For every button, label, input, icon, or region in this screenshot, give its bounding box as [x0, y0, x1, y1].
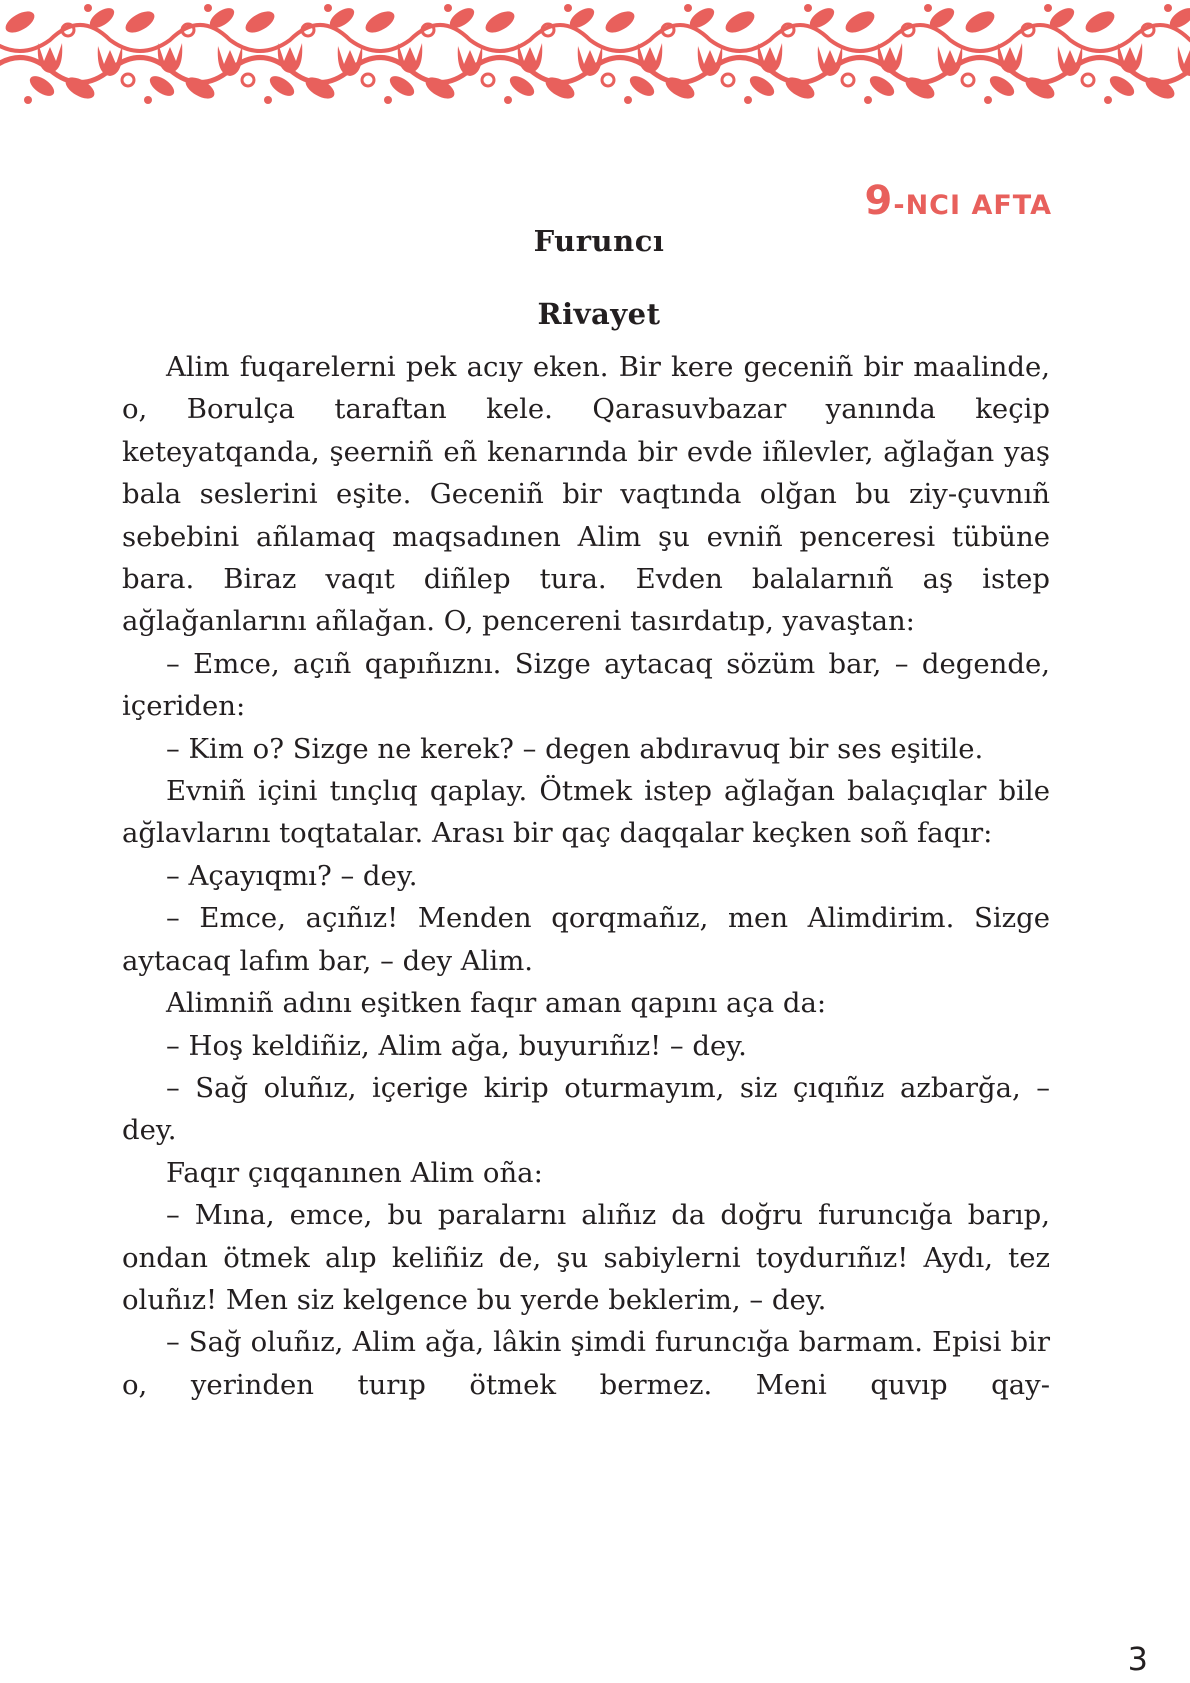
leaf-shape [627, 72, 658, 100]
bud-shape [362, 74, 374, 86]
story-text [122, 346, 1050, 1406]
bud-shape [962, 74, 974, 86]
tulip-shape [98, 46, 123, 76]
leaf-shape [182, 73, 218, 103]
paragraph: – Emce, açıñız! Menden qorqmañız, men Alimdirim. Sizge aytacaq lafım bar, – dey Alim. [122, 902, 1050, 977]
paragraph: – Hoş keldiñiz, Alim ağa, buyurıñız! – dey. [166, 1029, 747, 1062]
week-suffix: -NCI AFTA [893, 190, 1052, 221]
tulip-shape [338, 46, 363, 76]
berry-shape [264, 96, 272, 104]
paragraph: – Emce, açıñ qapıñıznı. Sizge aytacaq sözüm bar, – degende, içeriden: [122, 647, 1050, 723]
berry-shape [84, 4, 92, 12]
paragraph: – Sağ oluñız, Alim ağa, lâkin şimdi furuncığa barmam. Episi bir o, yerinden turıp ötmek bermez. Meni quvıp qay- [122, 1326, 1050, 1401]
paragraph: Evniñ içini tınçlıq qaplay. Ötmek istep ağlağan balaçıqlar bile ağlavlarını toqtatalar. Arası bir qaç daqqalar keçken soñ faqır: [122, 775, 1050, 850]
paragraph: Faqır çıqqanınen Alim oña: [166, 1156, 543, 1189]
paragraph: Alimniñ adını eşitken faqır aman qapını aça da: [166, 987, 827, 1020]
leaf-shape [422, 73, 458, 103]
leaf-shape [27, 72, 58, 100]
berry-shape [504, 96, 512, 104]
leaf-shape [1082, 7, 1118, 37]
week-number: 9 [864, 178, 894, 224]
leaf-shape [987, 72, 1018, 100]
bud-shape [122, 74, 134, 86]
bud-shape [842, 74, 854, 86]
bud-shape [722, 74, 734, 86]
leaf-shape [747, 72, 778, 100]
week-label [865, 178, 1052, 224]
berry-shape [1104, 96, 1112, 104]
story-title: Furuncı [533, 224, 665, 258]
paragraph: – Mına, emce, bu paralarnı alıñız da doğru furuncığa barıp, ondan ötmek alıp keliñiz de, şu sabiylerni toydurıñız! Aydı, tez oluñız! Men siz kelgence bu yerde beklerim, – dey. [122, 1199, 1050, 1316]
leaf-shape [2, 7, 38, 37]
vine-stem [0, 25, 1190, 51]
berry-shape [1044, 4, 1052, 12]
leaf-shape [1142, 73, 1178, 103]
leaf-shape [602, 7, 638, 37]
berry-shape [24, 96, 32, 104]
bud-shape [242, 74, 254, 86]
leaf-shape [147, 72, 178, 100]
paragraph: – Sağ oluñız, içerige kirip oturmayım, siz çıqıñız azbarğa, – dey. [122, 1071, 1050, 1147]
leaf-shape [507, 72, 538, 100]
story-subtitle: Rivayet [537, 297, 661, 331]
tulip-shape [938, 46, 963, 76]
leaf-shape [542, 73, 578, 103]
leaf-shape [662, 73, 698, 103]
leaf-shape [867, 72, 898, 100]
leaf-shape [62, 73, 98, 103]
leaf-shape [902, 73, 938, 103]
berry-shape [744, 96, 752, 104]
berry-shape [1164, 4, 1172, 12]
tulip-shape [1178, 46, 1190, 76]
berry-shape [804, 4, 812, 12]
berry-shape [324, 4, 332, 12]
berry-shape [144, 96, 152, 104]
leaf-shape [482, 7, 518, 37]
bud-shape [602, 74, 614, 86]
leaf-shape [722, 7, 758, 37]
berry-shape [624, 96, 632, 104]
berry-shape [564, 4, 572, 12]
berry-shape [684, 4, 692, 12]
tulip-shape [698, 46, 723, 76]
leaf-shape [842, 7, 878, 37]
page-number: 3 [1127, 1640, 1148, 1678]
paragraph: – Açayıqmı? – dey. [166, 859, 418, 892]
tulip-shape [1058, 46, 1083, 76]
leaf-shape [387, 72, 418, 100]
leaf-shape [242, 7, 278, 37]
berry-shape [384, 96, 392, 104]
leaf-shape [1022, 73, 1058, 103]
leaf-shape [1107, 72, 1138, 100]
floral-ornament-border [0, 0, 1190, 112]
leaf-shape [362, 7, 398, 37]
berry-shape [204, 4, 212, 12]
leaf-shape [782, 73, 818, 103]
tulip-shape [218, 46, 243, 76]
paragraph: Alim fuqarelerni pek acıy eken. Bir kere geceniñ bir maalinde, o, Borulça taraftan kele. Qarasuvbazar yanında keçip keteyatqanda, şeerniñ eñ kenarında bir evde iñlevler, ağlağan yaş bala seslerini eşite. Geceniñ bir vaqtında olğan bu ziy-çuvnıñ sebebini añlamaq maqsadınen Alim şu evniñ penceresi tübüne bara. Biraz vaqıt diñlep tura. Evden balalarnıñ aş istep ağlağanlarını añlağan. O, pencereni tasırdatıp, yavaştan: [122, 351, 1050, 638]
berry-shape [984, 96, 992, 104]
tulip-shape [818, 46, 843, 76]
bud-shape [482, 74, 494, 86]
bud-shape [1082, 74, 1094, 86]
tulip-shape [578, 46, 603, 76]
paragraph: – Kim o? Sizge ne kerek? – degen abdıravuq bir ses eşitile. [166, 732, 984, 765]
berry-shape [924, 4, 932, 12]
leaf-shape [302, 73, 338, 103]
leaf-shape [122, 7, 158, 37]
leaf-shape [267, 72, 298, 100]
tulip-shape [458, 46, 483, 76]
berry-shape [864, 96, 872, 104]
berry-shape [444, 4, 452, 12]
leaf-shape [962, 7, 998, 37]
